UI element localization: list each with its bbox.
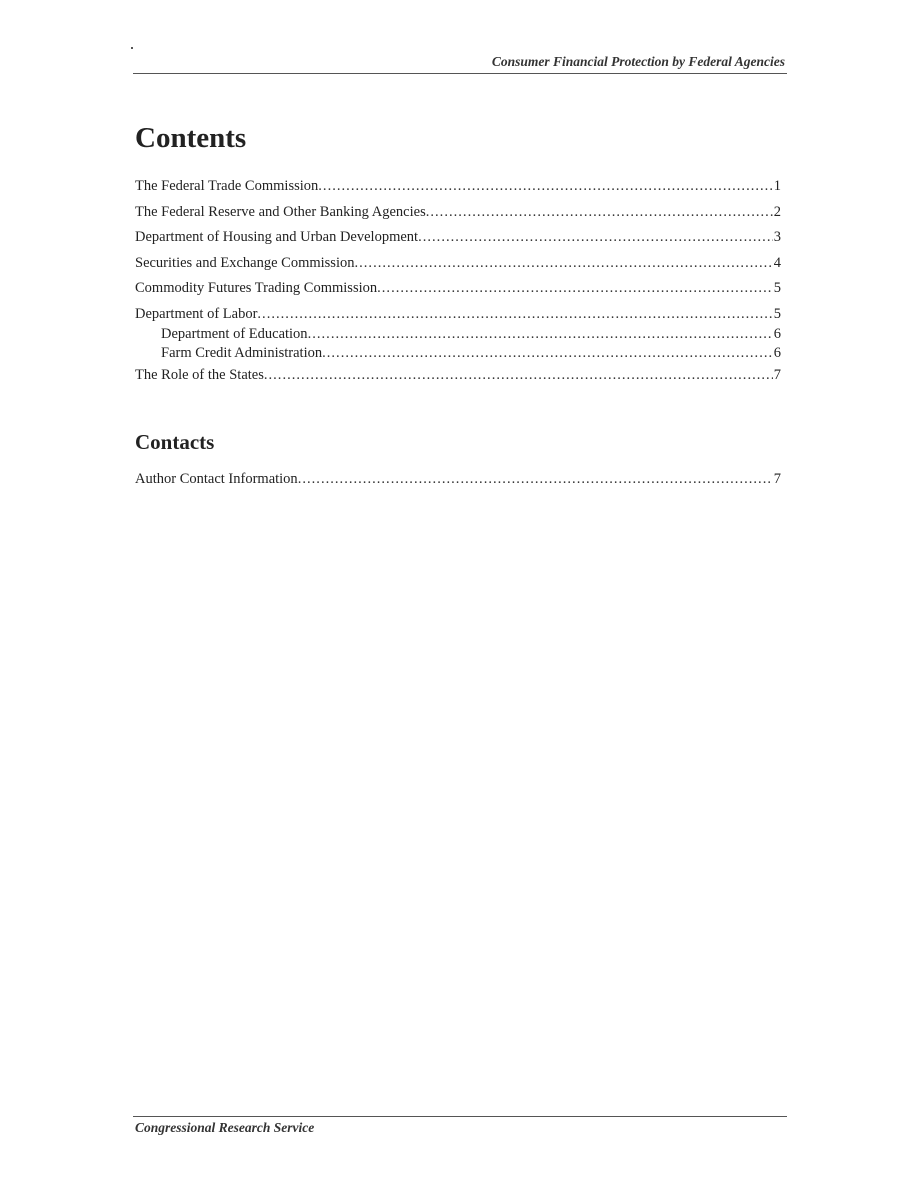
toc-entry-department-of-labor[interactable] — [135, 305, 781, 323]
dot-leader — [264, 366, 773, 384]
toc-page-number: 7 — [773, 471, 781, 487]
toc-entry-role-of-the-states[interactable] — [135, 366, 781, 384]
contacts-list — [135, 470, 781, 496]
dot-leader — [308, 325, 773, 343]
dot-leader — [298, 470, 773, 488]
table-of-contents — [135, 177, 781, 392]
page-mark — [131, 47, 133, 49]
header-divider — [133, 73, 787, 74]
dot-leader — [257, 305, 772, 323]
dot-leader — [354, 254, 772, 272]
contacts-heading: Contacts — [135, 430, 215, 454]
toc-subentry-department-of-education[interactable] — [161, 325, 781, 343]
toc-page-number: 6 — [773, 325, 781, 342]
toc-page-number: 4 — [773, 254, 781, 271]
toc-subentry-farm-credit-administration[interactable] — [161, 344, 781, 362]
toc-entry-label: Department of Housing and Urban Development — [135, 229, 419, 246]
toc-page-number: 3 — [773, 229, 781, 246]
toc-entry-housing-urban-development[interactable] — [135, 228, 781, 246]
toc-entry-label: Farm Credit Administration — [161, 344, 323, 361]
dot-leader — [318, 177, 772, 195]
running-header: Consumer Financial Protection by Federal Agencies — [491, 54, 785, 69]
toc-entry-label: Securities and Exchange Commission — [135, 254, 355, 271]
toc-entry-label: The Federal Trade Commission — [135, 178, 319, 194]
toc-page-number: 1 — [773, 178, 781, 194]
toc-entry-label: Department of Labor — [135, 305, 258, 322]
toc-entry-label: Author Contact Information — [135, 471, 298, 487]
dot-leader — [418, 228, 773, 246]
toc-entry-label: The Role of the States — [135, 366, 264, 383]
toc-page-number: 5 — [773, 305, 781, 322]
toc-page-number: 6 — [773, 344, 781, 361]
toc-entry-securities-exchange-commission[interactable] — [135, 254, 781, 272]
running-footer: Congressional Research Service — [135, 1120, 315, 1135]
dot-leader — [377, 279, 773, 297]
toc-entry-label: Commodity Futures Trading Commission — [135, 280, 378, 297]
contents-heading: Contents — [135, 122, 247, 154]
toc-entry-label: Department of Education — [161, 325, 308, 342]
toc-entry-federal-reserve[interactable] — [135, 203, 781, 221]
dot-leader — [322, 344, 773, 362]
dot-leader — [426, 203, 773, 221]
toc-entry-commodity-futures-trading[interactable] — [135, 279, 781, 297]
toc-page-number: 7 — [773, 366, 781, 383]
footer-divider — [133, 1116, 787, 1117]
toc-entry-label: The Federal Reserve and Other Banking Agencies — [135, 203, 426, 220]
toc-entry-author-contact-information[interactable] — [135, 470, 781, 488]
toc-page-number: 5 — [773, 280, 781, 297]
toc-entry-federal-trade-commission[interactable] — [135, 177, 781, 195]
toc-page-number: 2 — [773, 203, 781, 220]
